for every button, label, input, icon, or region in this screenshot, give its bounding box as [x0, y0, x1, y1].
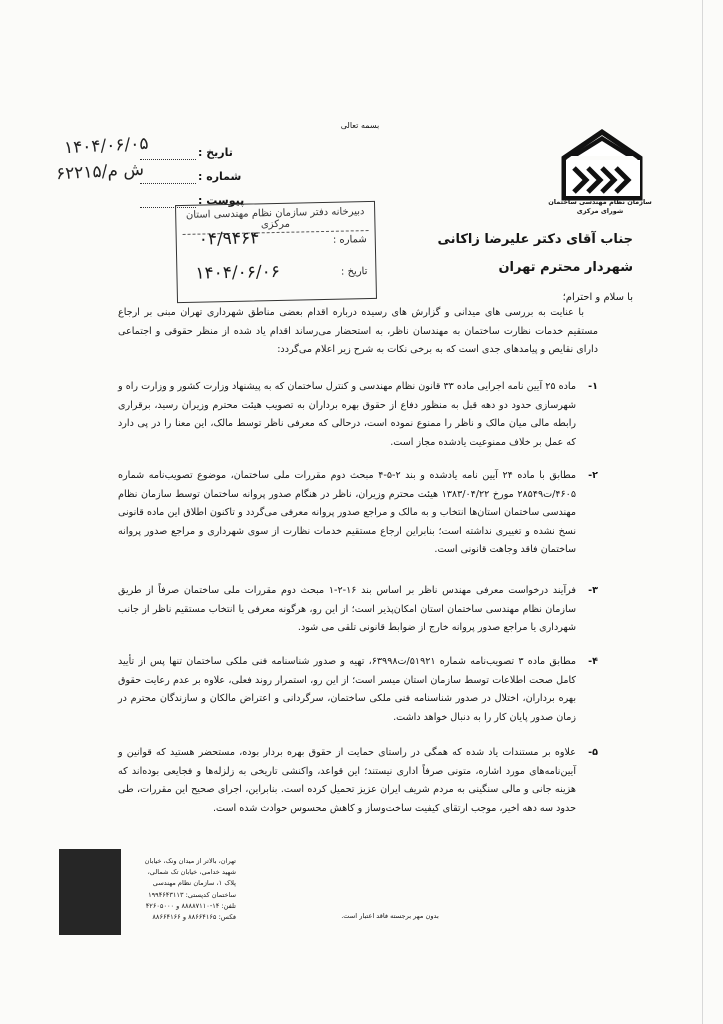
validity-note: بدون مهر برجسته فاقد اعتبار است.: [341, 912, 439, 920]
numbered-item: [118, 744, 598, 818]
item-number: ۴-: [588, 656, 598, 667]
stamp-date-label: تاریخ :: [340, 266, 368, 278]
number-label: شماره :: [198, 170, 242, 183]
date-label: تاریخ :: [198, 146, 233, 159]
secretariat-stamp: [175, 201, 377, 303]
item-text: ماده ۲۵ آیین نامه اجرایی ماده ۳۳ قانون نظام مهندسی و کنترل ساختمان که به پیشنهاد وزارت کشور و وزارت راه و شهرسازی حدود دو دهه قبل به منظور دفاع از حقوق بهره برداران به تصویب هیئت محترم وزیران رسید، برقراری رابطه مالی میان مالک و ناظر را ممنوع نموده است، درحالی که معرفی ناظر توسط مالک، این معنا را در پی دارد که عمل بر خلاف ممنوعیت یادشده مجاز است.: [118, 381, 576, 448]
item-text: مطابق با ماده ۲۴ آیین نامه یادشده و بند ۲-۵-۴ مبحث دوم مقررات ملی ساختمان، موضوع تصویب‌نامه شماره ۴۶۰۵/ت۲۸۵۴۹ مورخ ۱۳۸۳/۰۴/۲۲ هیئت محترم وزیران، ناظر در هنگام صدور پروانه ساختمان توسط سازمان نظام مهندسی ساختمان استان‌ها انتخاب و به مالک و مراجع صدور پروانه معرفی می‌گردد و تاکنون اطلاق این ماده قانونی نسخ نشده و تغییری نداشته است؛ بنابراین ارجاع مستقیم خدمات نظارت از سوی شهرداری و مراجع صدور پروانه ساختمان فاقد وجاهت قانونی است.: [118, 470, 576, 556]
number-dots: [140, 182, 196, 184]
numbered-item: [118, 653, 598, 727]
item-number: ۵-: [588, 747, 598, 758]
stamp-number-value: ۰۴/۹۴۶۴: [198, 228, 260, 250]
date-dots: [140, 158, 196, 160]
item-text: فرآیند درخواست معرفی مهندس ناظر بر اساس بند ۱۶-۲-۱ مبحث دوم مقررات ملی ساختمان صرفاً از طریق سازمان نظام مهندسی ساختمان استان امکان‌پذیر است؛ از این رو، هرگونه معرفی یا انتخاب مستقیم ناظر از جانب شهرداری یا مراجع صدور پروانه خارج از ضوابط قانونی تلقی می شود.: [118, 585, 577, 634]
date-handwritten: ۱۴۰۴/۰۶/۰۵: [63, 133, 149, 159]
address-line: فکس: ۸۸۶۶۴۱۶۵ و ۸۸۶۶۴۱۶۶: [152, 913, 236, 922]
item-number: ۲-: [588, 470, 598, 481]
address-line: تهران، بالاتر از میدان ونک، خیابان: [144, 857, 236, 865]
item-text: علاوه بر مستندات یاد شده که همگی در راستای حمایت از حقوق بهره بردار بوده، مستحضر هستید که قوانین و آیین‌نامه‌های مورد اشاره، متونی صرفاً اداری نیستند؛ این قواعد، واکنشی تاریخی به زلزله‌ها و فجایعی بوده‌اند که هزینه جانی و مالی سنگینی به مردم شریف ایران عزیز تحمیل کرده است. بنابراین، اجرای صحیح این مقررات، طی حدود سه دهه اخیر، موجب ارتقای کیفیت ساخت‌وساز و کاهش محسوس حوادث شده است.: [118, 747, 576, 814]
stamp-title: دبیرخانه دفتر سازمان نظام مهندسی استان مرکزی: [182, 206, 368, 235]
item-number: ۱-: [588, 381, 598, 392]
attachment-label: پیوست :: [198, 194, 245, 207]
stamp-date-value: ۱۴۰۴/۰۶/۰۶: [195, 261, 281, 284]
basmala: بسمه تعالی: [340, 121, 380, 130]
address-line: تلفن: ۱۴-۸۸۸۸۷۱۱۰ و ۴۲۶۰۵۰۰۰: [145, 901, 236, 910]
numbered-item: [118, 378, 598, 452]
footer-dark-block: [59, 849, 121, 935]
org-sub: شورای مرکزی: [576, 207, 624, 215]
numbered-item: [118, 467, 598, 560]
org-name: سازمان نظام مهندسی ساختمان: [548, 198, 652, 206]
address-line: ساختمان کدپستی: ۱۹۹۴۶۴۳۱۱۳: [148, 890, 236, 899]
item-text: مطابق ماده ۳ تصویب‌نامه شماره ۵۱۹۲۱/ت۶۳۹۹۸، تهیه و صدور شناسنامه فنی ملکی ساختمان تنها پس از تأیید کامل صحت اطلاعات توسط سازمان استان میسر است؛ از این رو، استمرار روند فعلی، علاوه بر عدم رعایت حقوق بهره برداران، اختلال در صدور شناسنامه فنی ملکی ساختمان، سرگردانی و اعتراض مالکان و سازندگان محترم در زمان صدور پایان کار را به دنبال خواهد داشت.: [118, 656, 576, 723]
address-line: پلاک ۱، سازمان نظام مهندسی: [152, 879, 236, 888]
recipient-name: جناب آقای دکتر علیرضا زاکانی: [437, 232, 633, 247]
footer-address: [126, 856, 236, 923]
item-number: ۳-: [588, 585, 598, 596]
numbered-item: [118, 582, 598, 638]
scan-edge: [702, 0, 703, 1024]
organization-caption: [548, 198, 652, 216]
recipient-title: شهردار محترم تهران: [498, 260, 633, 275]
address-line: شهید خدامی، خیابان تک شمالی،: [147, 868, 236, 877]
number-handwritten: ۶۲۲۱۵/ش م: [55, 159, 145, 185]
intro-paragraph: با عنایت به بررسی های میدانی و گزارش های رسیده درباره اقدام بعضی مناطق شهرداری تهران مبنی بر ارجاع مستقیم خدمات نظارت ساختمان به مهندسان ناظر، به استحضار می‌رساند اقدام یاد شده از منظر حقوقی و اجتماعی دارای نقایص و پیامدهای جدی است که به برخی نکات به شرح زیر اعلام می‌گردد:: [118, 307, 598, 356]
stamp-number-label: شماره :: [332, 234, 367, 246]
salutation: با سلام و احترام؛: [562, 292, 633, 303]
